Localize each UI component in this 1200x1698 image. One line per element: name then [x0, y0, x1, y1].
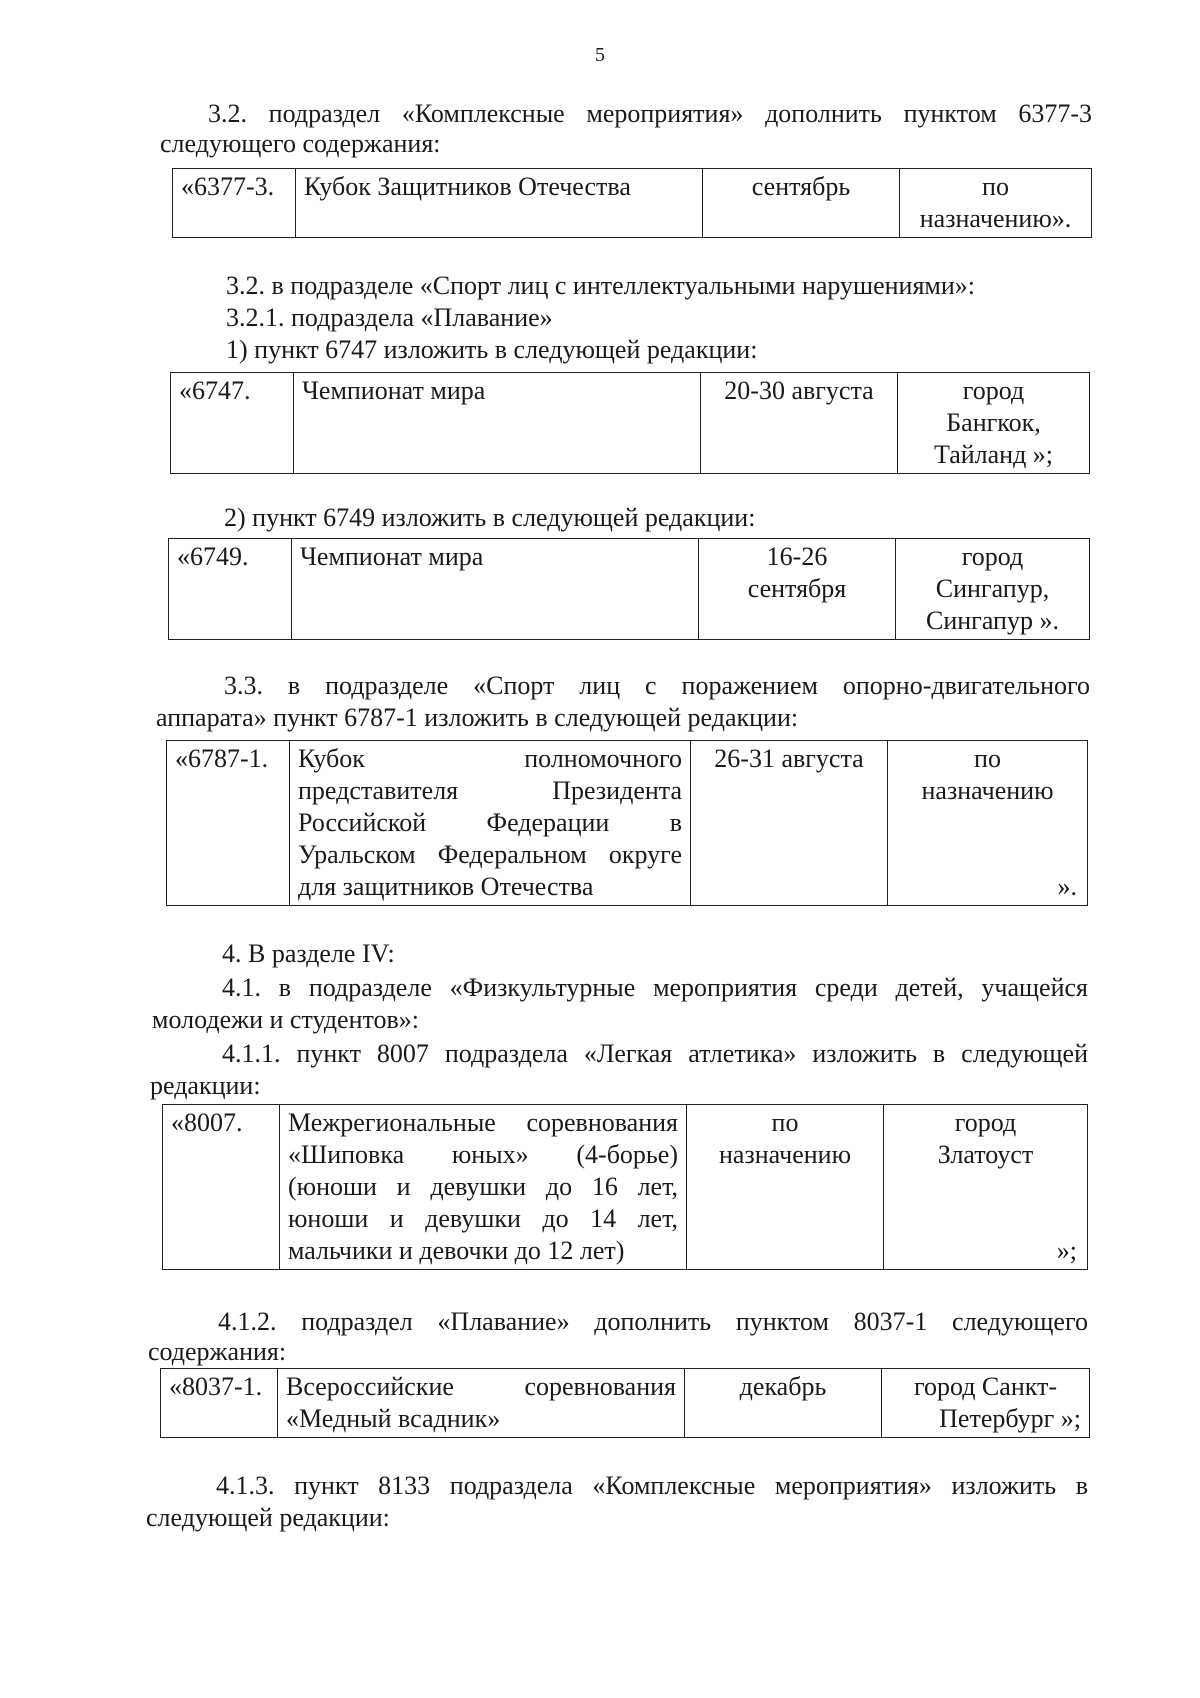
table-8037-1: [160, 1368, 1090, 1438]
cell-num: «6747.: [171, 373, 294, 474]
cell-date: по назначению: [687, 1105, 884, 1270]
cell-place: город Санкт- Петербург »;: [882, 1369, 1090, 1438]
section-4-1-1-cont: редакции:: [150, 1071, 261, 1100]
cell-num: «6749.: [169, 539, 292, 640]
cell-name: Чемпионат мира: [294, 373, 701, 474]
table-row: [167, 741, 1088, 906]
section-4-1-cont: молодежи и студентов»:: [152, 1005, 420, 1034]
table-row: [171, 373, 1090, 474]
section-4-1-3-cont: следующей редакции:: [146, 1503, 390, 1532]
cell-name: Кубок полномочного представителя Президента Российской Федерации в Уральском Федеральном округе для защитников Отечества: [290, 741, 691, 906]
cell-date: 16-26 сентября: [699, 539, 896, 640]
cell-date: 26-31 августа: [691, 741, 888, 906]
section-4-1-1: 4.1.1. пункт 8007 подраздела «Легкая атлетика» изложить в следующей: [222, 1039, 1088, 1068]
item-6747-intro: 1) пункт 6747 изложить в следующей редакции:: [226, 335, 758, 364]
cell-num: «6787-1.: [167, 741, 290, 906]
table-row: [163, 1105, 1088, 1270]
cell-name: Чемпионат мира: [292, 539, 699, 640]
cell-place: город Бангкок, Тайланд »;: [898, 373, 1090, 474]
section-4-1-2-cont: содержания:: [148, 1337, 287, 1366]
cell-place: город Златоуст »;: [884, 1105, 1088, 1270]
cell-place: по назначению».: [900, 169, 1092, 238]
section-3-3-heading-cont: аппарата» пункт 6787-1 изложить в следующей редакции:: [156, 703, 799, 732]
section-3-2-heading: 3.2. подраздел «Комплексные мероприятия» дополнить пунктом 6377-3: [208, 99, 1092, 128]
table-row: [169, 539, 1090, 640]
section-3-2-1: 3.2.1. подраздела «Плавание»: [226, 303, 553, 332]
section-4-heading: 4. В разделе IV:: [222, 939, 395, 968]
cell-name: Кубок Защитников Отечества: [296, 169, 703, 238]
cell-date: сентябрь: [703, 169, 900, 238]
cell-place: по назначению ».: [888, 741, 1088, 906]
section-3-2b-heading: 3.2. в подразделе «Спорт лиц с интеллектуальными нарушениями»:: [226, 271, 975, 300]
section-3-3-heading: 3.3. в подразделе «Спорт лиц с поражением опорно-двигательного: [224, 671, 1090, 700]
table-row: [161, 1369, 1090, 1438]
item-6749-intro: 2) пункт 6749 изложить в следующей редакции:: [224, 503, 756, 532]
cell-name: Всероссийские соревнования «Медный всадник»: [278, 1369, 685, 1438]
section-3-2-heading-cont: следующего содержания:: [160, 129, 441, 158]
cell-num: «6377-3.: [173, 169, 296, 238]
cell-date: декабрь: [685, 1369, 882, 1438]
page-number: 5: [595, 44, 605, 66]
cell-num: «8007.: [163, 1105, 280, 1270]
table-6377-3: [172, 168, 1092, 238]
table-6747: [170, 372, 1090, 474]
table-6787-1: [166, 740, 1088, 906]
table-6749: [168, 538, 1090, 640]
section-4-1-2: 4.1.2. подраздел «Плавание» дополнить пунктом 8037-1 следующего: [218, 1307, 1088, 1336]
cell-name: Межрегиональные соревнования «Шиповка юных» (4-борье) (юноши и девушки до 16 лет, юноши и девушки до 14 лет, мальчики и девочки до 12 лет): [280, 1105, 687, 1270]
section-4-1: 4.1. в подразделе «Физкультурные мероприятия среди детей, учащейся: [222, 973, 1088, 1002]
cell-place: город Сингапур, Сингапур ».: [896, 539, 1090, 640]
cell-date: 20-30 августа: [701, 373, 898, 474]
cell-num: «8037-1.: [161, 1369, 278, 1438]
table-row: [173, 169, 1092, 238]
table-8007: [162, 1104, 1088, 1270]
section-4-1-3: 4.1.3. пункт 8133 подраздела «Комплексные мероприятия» изложить в: [216, 1471, 1088, 1500]
